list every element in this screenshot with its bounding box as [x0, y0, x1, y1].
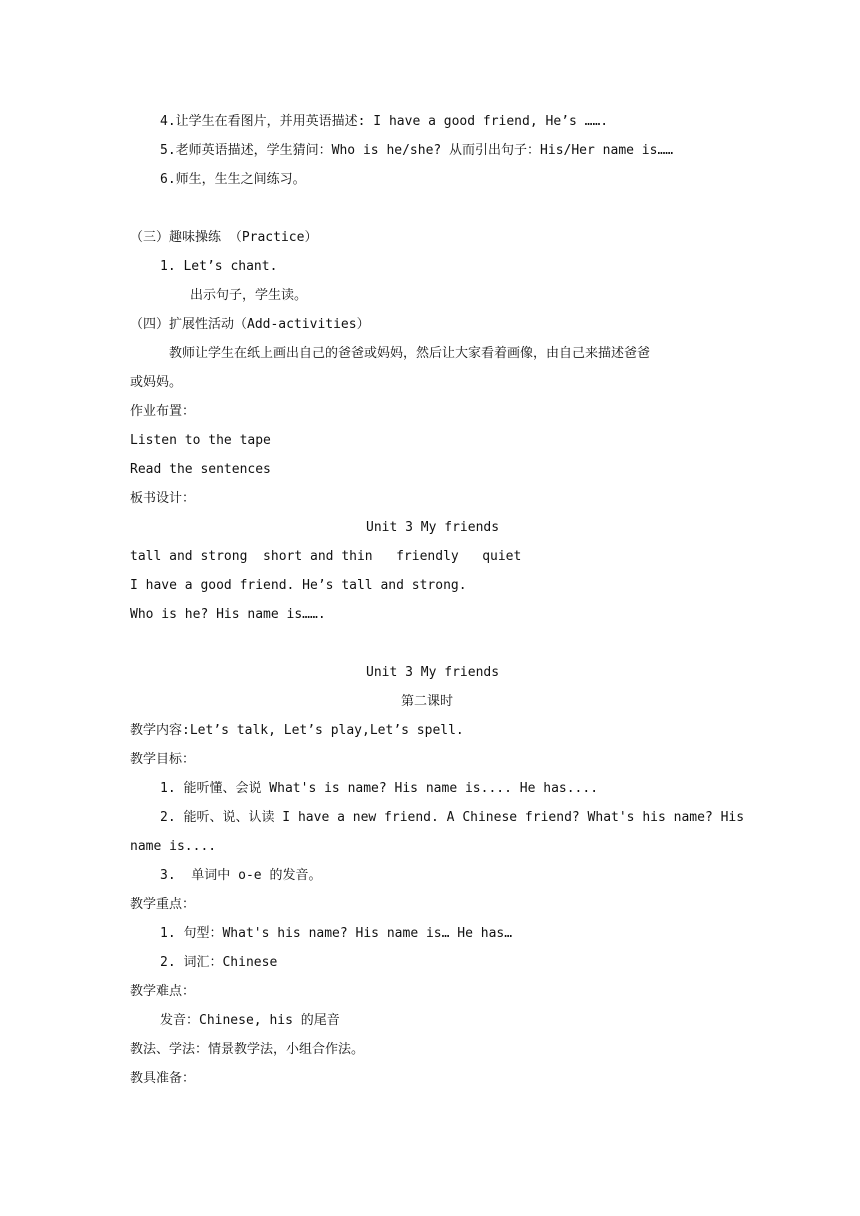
homework-heading: 作业布置： [130, 404, 196, 419]
teaching-goals-heading: 教学目标： [130, 752, 196, 767]
difficult-points-heading: 教学难点： [130, 984, 196, 999]
blackboard-title: Unit 3 My friends [366, 520, 500, 535]
blackboard-heading: 板书设计： [130, 491, 196, 506]
section-add-activities-heading: （四）扩展性活动（Add-activities） [130, 317, 370, 332]
lesson-period: 第二课时 [401, 694, 454, 709]
teaching-aids-heading: 教具准备： [130, 1071, 196, 1086]
lesson-title: Unit 3 My friends [366, 665, 500, 680]
blackboard-sentence-1: I have a good friend. He’s tall and strong. [130, 578, 467, 593]
section-practice-heading: （三）趣味操练 （Practice） [130, 230, 318, 245]
step-6-line: 6.师生，生生之间练习。 [160, 172, 306, 187]
step-5-line: 5.老师英语描述，学生猜问：Who is he/she? 从而引出句子：His/Her name is…… [160, 143, 674, 158]
step-4-line: 4.让学生在看图片，并用英语描述: I have a good friend, He’s ……. [160, 114, 609, 129]
blackboard-sentence-2: Who is he? His name is……. [130, 607, 326, 622]
key-point-1: 1. 句型：What's his name? His name is… He has… [160, 926, 513, 941]
homework-item-2: Read the sentences [130, 462, 271, 477]
activity-description: 教师让学生在纸上画出自己的爸爸或妈妈，然后让大家看着画像，由自己来描述爸爸 [169, 346, 651, 361]
goal-3: 3. 单词中 o-e 的发音。 [160, 868, 322, 883]
blackboard-vocab-line: tall and strong short and thin friendly quiet [130, 549, 522, 564]
difficult-point-1: 发音：Chinese, his 的尾音 [160, 1013, 340, 1028]
activity-description-cont: 或妈妈。 [130, 375, 183, 390]
key-point-2: 2. 词汇：Chinese [160, 955, 278, 970]
teaching-content: 教学内容:Let’s talk, Let’s play,Let’s spell. [130, 723, 464, 738]
goal-2-cont: name is.... [130, 839, 217, 854]
key-points-heading: 教学重点： [130, 897, 196, 912]
chant-instruction: 出示句子，学生读。 [190, 288, 308, 303]
teaching-methods: 教法、学法：情景教学法，小组合作法。 [130, 1042, 365, 1057]
goal-2: 2. 能听、说、认读 I have a new friend. A Chinese friend? What's his name? His [160, 810, 745, 825]
goal-1: 1. 能听懂、会说 What's is name? His name is.... He has.... [160, 781, 599, 796]
chant-item: 1. Let’s chant. [160, 259, 278, 274]
homework-item-1: Listen to the tape [130, 433, 271, 448]
